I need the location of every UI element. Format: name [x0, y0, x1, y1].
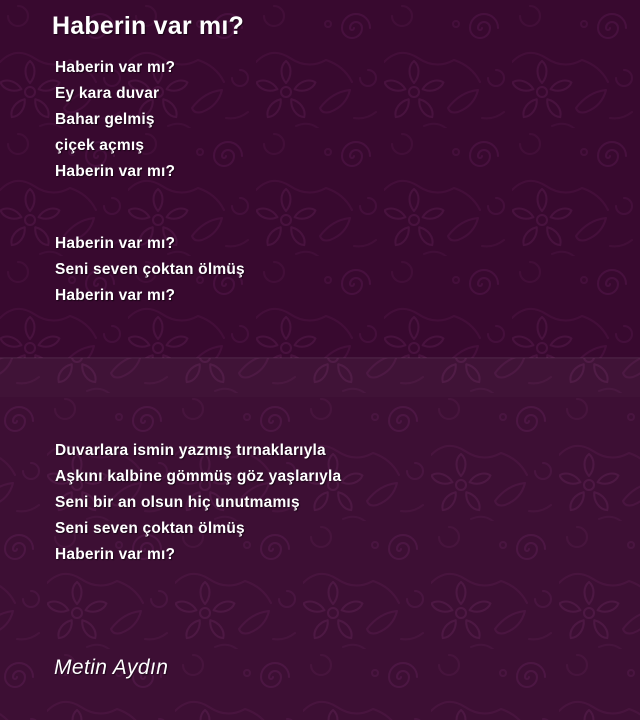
poem-line: Haberin var mı?: [55, 287, 176, 304]
poem-line: Haberin var mı?: [55, 235, 176, 252]
poem-author: Metin Aydın: [54, 656, 169, 679]
poem-line: Haberin var mı?: [55, 59, 176, 76]
poem-stanza-1: [55, 55, 175, 185]
poem-line: Duvarlara ismin yazmış tırnaklarıyla: [55, 442, 326, 459]
poem-line: Ey kara duvar: [55, 85, 160, 102]
poem-line: Bahar gelmiş: [55, 111, 155, 128]
poem-line: çiçek açmış: [55, 137, 145, 154]
poem-stanza-3: [55, 438, 341, 568]
poem-line: Haberin var mı?: [55, 163, 176, 180]
poem-line: Seni bir an olsun hiç unutmamış: [55, 494, 300, 511]
poem-stanza-2: [55, 231, 245, 309]
poem-line: Aşkını kalbine gömmüş göz yaşlarıyla: [55, 468, 342, 485]
poem-line: Seni seven çoktan ölmüş: [55, 261, 245, 278]
poem-line: Haberin var mı?: [55, 546, 176, 563]
poem-line: Seni seven çoktan ölmüş: [55, 520, 245, 537]
poem-title: Haberin var mı?: [52, 12, 244, 40]
